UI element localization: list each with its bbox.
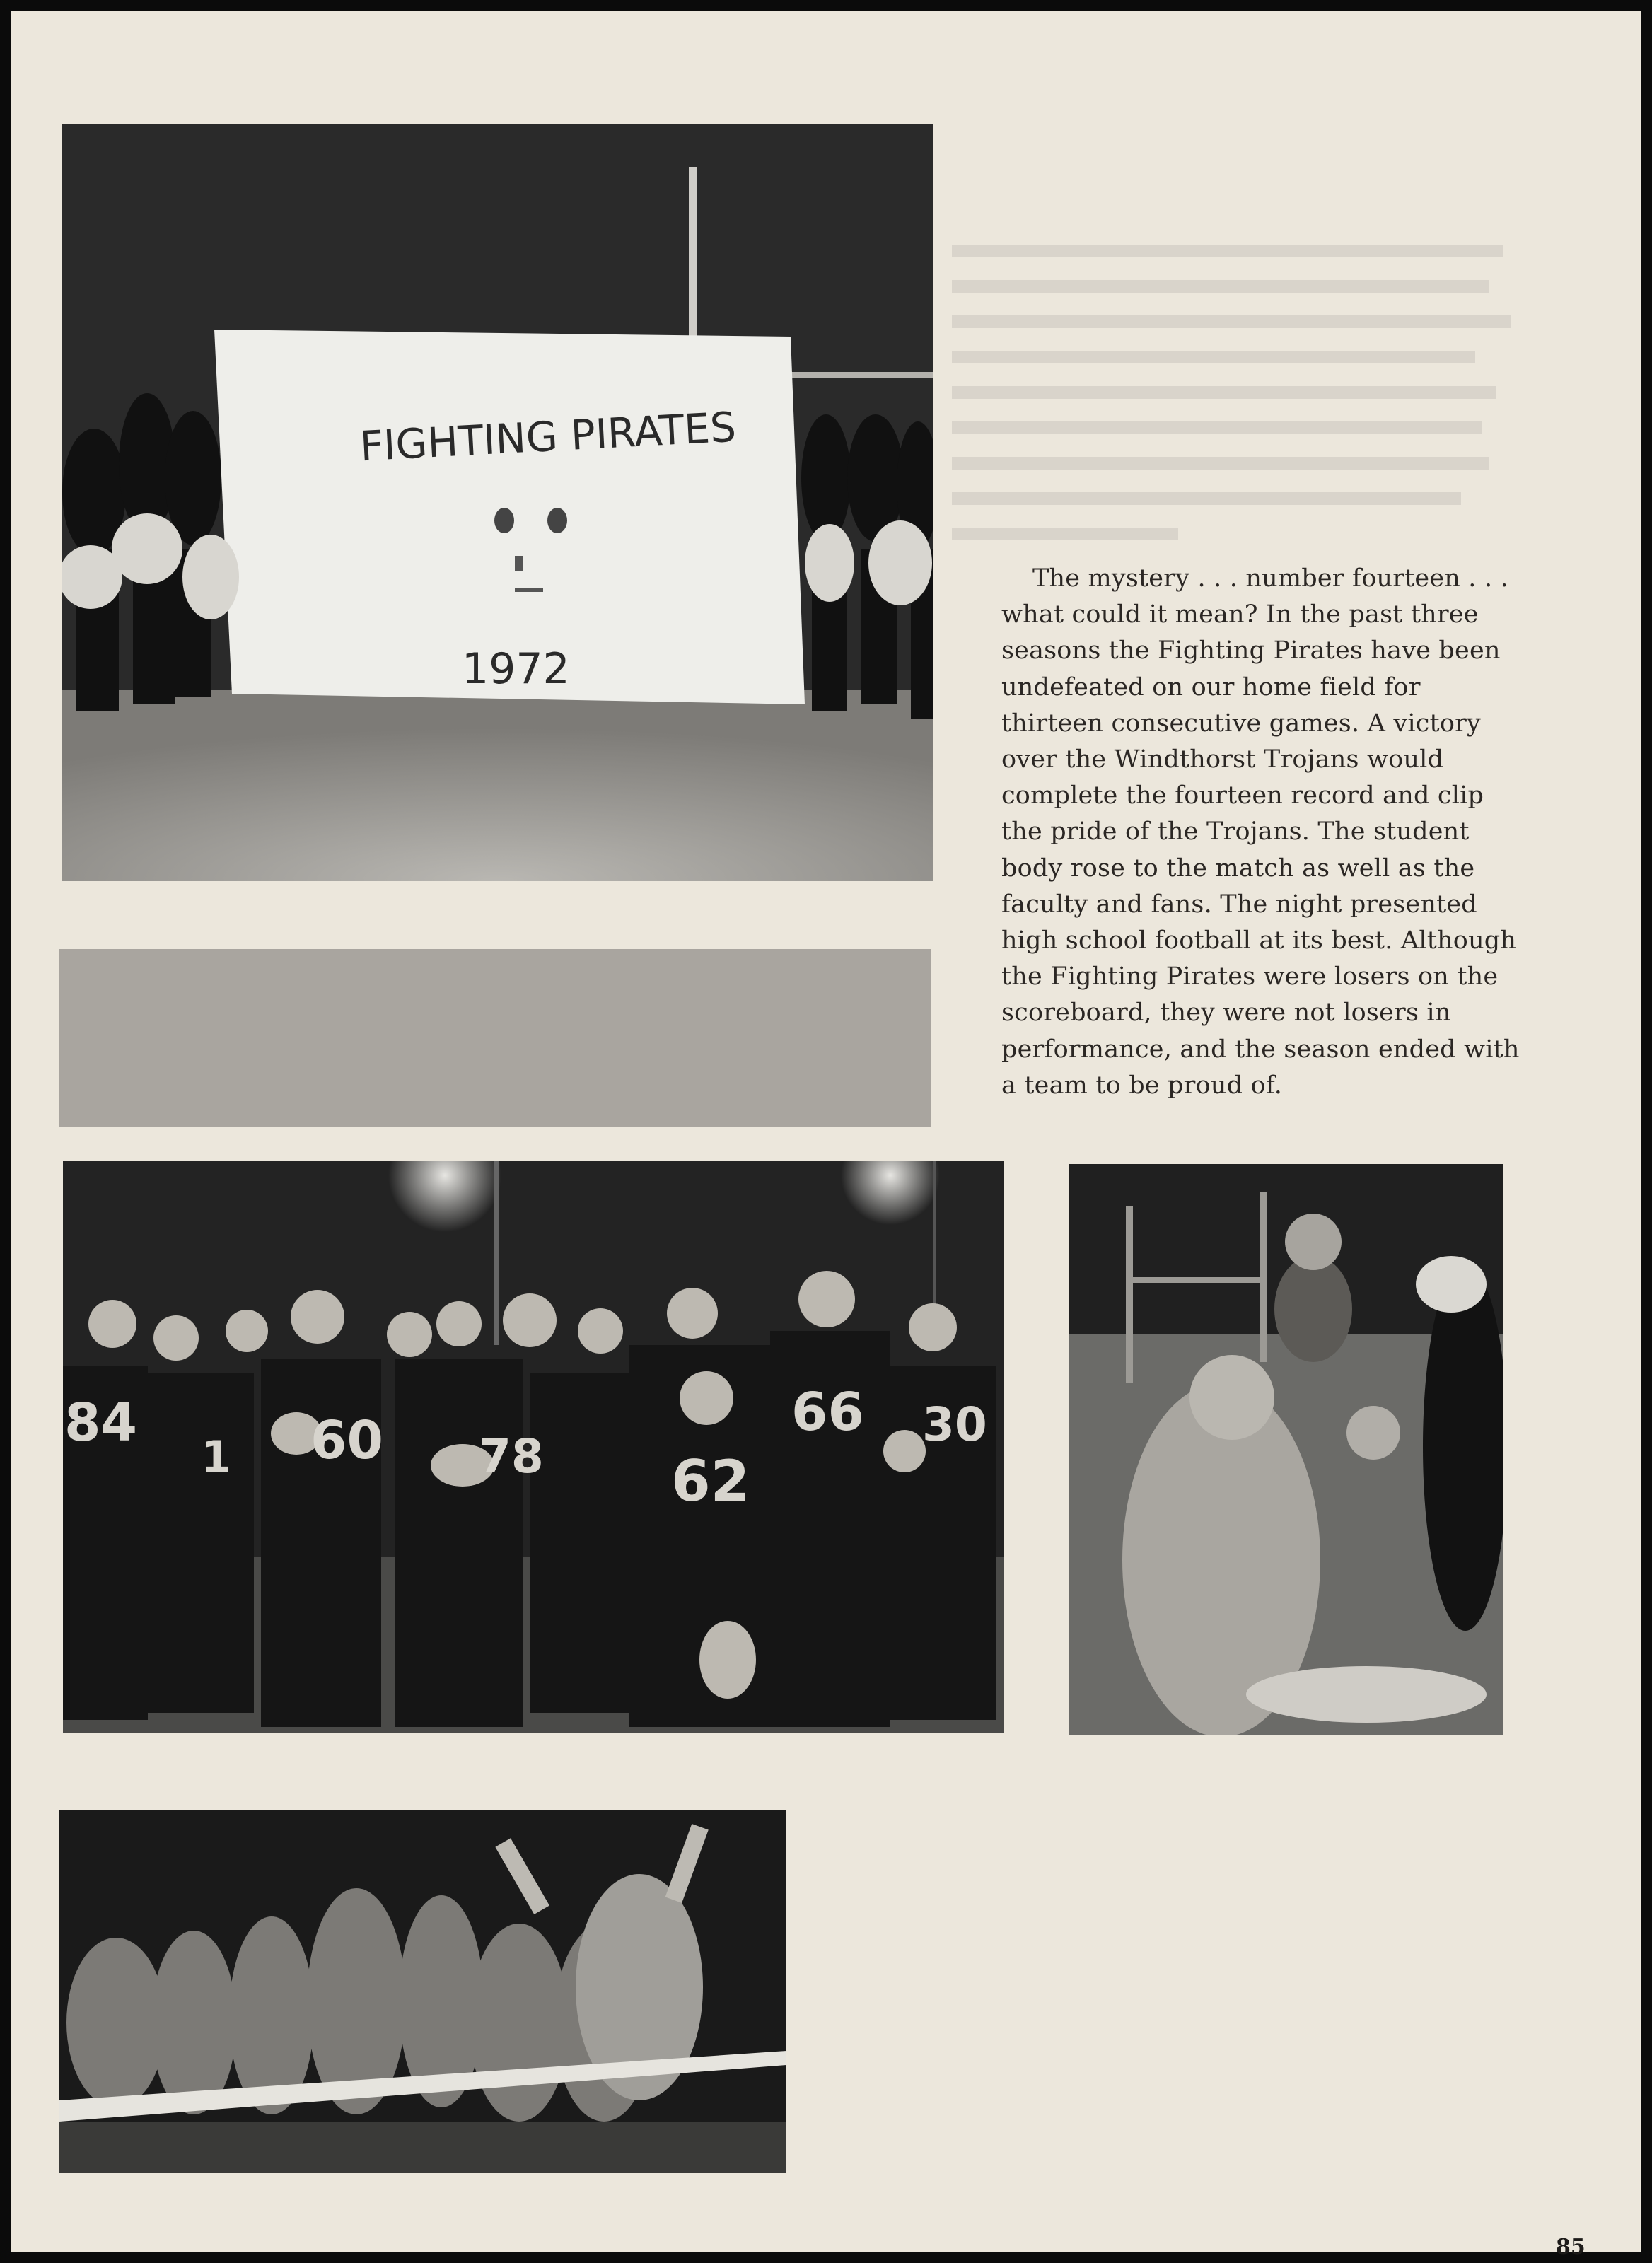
bleed-through-text (952, 231, 1532, 542)
jersey-number: 78 (479, 1429, 544, 1484)
team-photo (63, 1161, 1004, 1733)
yearbook-page (11, 11, 1641, 2259)
crowd-photo-image (59, 1810, 786, 2173)
jersey-number: 60 (310, 1410, 383, 1471)
jersey-number: 30 (922, 1397, 987, 1452)
banner-title: FIGHTING PIRATES (359, 402, 738, 471)
banner-photo (62, 124, 933, 881)
jersey-number: 84 (64, 1392, 137, 1453)
crowd-photo (59, 1810, 786, 2173)
team-photo-image (63, 1161, 1004, 1733)
gray-block (59, 949, 931, 1127)
article-paragraph: The mystery . . . number fourteen . . . what could it mean? In the past three seasons the Fighting Pirates have been undefeated on our home field for thirteen consecutive games. A victory over the Windthorst Trojans would complete the fourteen record and clip the pride of the Trojans. The student body rose to the match as well as the faculty and fans. The night presented high school football at its best. Although the Fighting Pirates were losers on the scoreboard, they were not losers in performance, and the season ended with a team to be proud of. (1001, 564, 1520, 1100)
coaches-photo (1069, 1164, 1503, 1735)
jersey-number: 1 (201, 1431, 232, 1483)
article-body (1001, 561, 1525, 1104)
banner-photo-image (62, 124, 933, 881)
banner-year: 1972 (462, 644, 570, 694)
page-number: 85 (1556, 2235, 1586, 2259)
coaches-photo-image (1069, 1164, 1503, 1735)
jersey-number: 62 (671, 1448, 750, 1514)
jersey-number: 66 (791, 1382, 864, 1443)
